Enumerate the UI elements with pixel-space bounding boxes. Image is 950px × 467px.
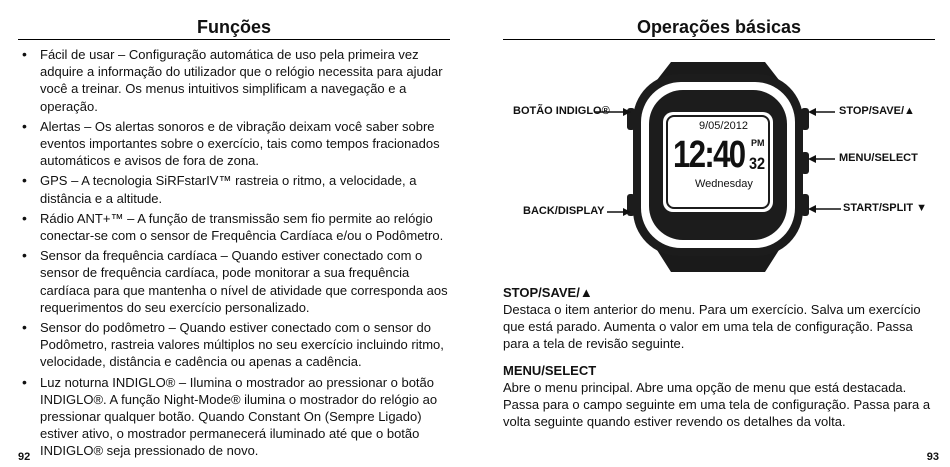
section-stop-save xyxy=(503,284,935,353)
page-title-operacoes: Operações básicas xyxy=(503,0,935,40)
feature-item-facil: • Fácil de usar – Configuração automática de uso pela primeira vez adquire a informação do utilizador que o relógio necessita para ajudar você a treinar. Os menus intuitivos simplificam a navegação e a operação. xyxy=(18,46,450,115)
right-page xyxy=(503,0,939,467)
feature-item-heart-rate: • Sensor da frequência cardíaca – Quando estiver conectado com o sensor de frequência cardíaca, pode monitorar a sua frequência cardíaca para que mantenha o nível de atividade que corresponda aos requerimentos do seu exercício personalizado. xyxy=(18,247,450,316)
watch-pm: PM xyxy=(751,138,765,148)
feature-item-gps: • GPS – A tecnologia SiRFstarIV™ rastreia o ritmo, a velocidade, a distância e a altitude. xyxy=(18,172,450,206)
watch-day: Wednesday xyxy=(695,178,753,190)
feature-item-ant: • Rádio ANT+™ – A função de transmissão sem fio permite ao relógio conectar-se com o sensor de Frequência Cardíaca e/ou o Podômetro. xyxy=(18,210,450,244)
callout-indiglo-button: BOTÃO INDIGLO® xyxy=(513,105,610,117)
section-heading-menu-select: MENU/SELECT xyxy=(503,362,597,378)
watch-time: 12:40 xyxy=(673,134,745,176)
watch-diagram xyxy=(503,44,935,284)
page-title-funcoes: Funções xyxy=(18,0,450,40)
callout-start-split: START/SPLIT ▼ xyxy=(843,202,928,214)
callout-menu-select: MENU/SELECT xyxy=(839,152,918,164)
feature-item-pedometer: • Sensor do podômetro – Quando estiver conectado com o sensor do Podômetro, rastreia valores múltiplos no seu exercício incluindo ritmo, velocidade, distância e cadência ou apenas a cadência. xyxy=(18,319,450,371)
left-page xyxy=(18,0,450,467)
page-number-left: 92 xyxy=(18,451,31,463)
features-list xyxy=(18,46,450,460)
callout-back-display: BACK/DISPLAY xyxy=(523,205,605,217)
watch-seconds: 32 xyxy=(749,154,766,173)
watch-date: 9/05/2012 xyxy=(699,120,748,132)
page-number-right: 93 xyxy=(926,451,939,463)
section-menu-select xyxy=(503,362,935,431)
callout-stop-save: STOP/SAVE/▲ xyxy=(839,105,915,117)
feature-item-alertas: • Alertas – Os alertas sonoros e de vibração deixam você saber sobre eventos importantes sobre o exercício, tais como tempos fracionados automáticos e avisos de fora de zona. xyxy=(18,118,450,170)
feature-item-indiglo: • Luz noturna INDIGLO® – Ilumina o mostrador ao pressionar o botão INDIGLO®. A função Night-Mode® ilumina o mostrador do relógio ao pressionar qualquer botão. Quando Constant On (Sempre Ligado) estiver ativo, o mostrador permanecerá iluminado até que o botão INDIGLO® seja pressionado de novo. xyxy=(18,374,450,460)
section-text-menu-select: Abre o menu principal. Abre uma opção de menu que está destacada. Passa para o campo seguinte em uma tela de configuração. Passa para a volta seguinte quando estiver revendo os detalhes da volta. xyxy=(503,379,931,430)
section-heading-stop-save: STOP/SAVE/▲ xyxy=(503,285,593,300)
section-text-stop-save: Destaca o item anterior do menu. Para um exercício. Salva um exercício que está parado. Aumenta o valor em uma tela de configuração. Passa para a tela de revisão seguinte. xyxy=(503,302,921,352)
